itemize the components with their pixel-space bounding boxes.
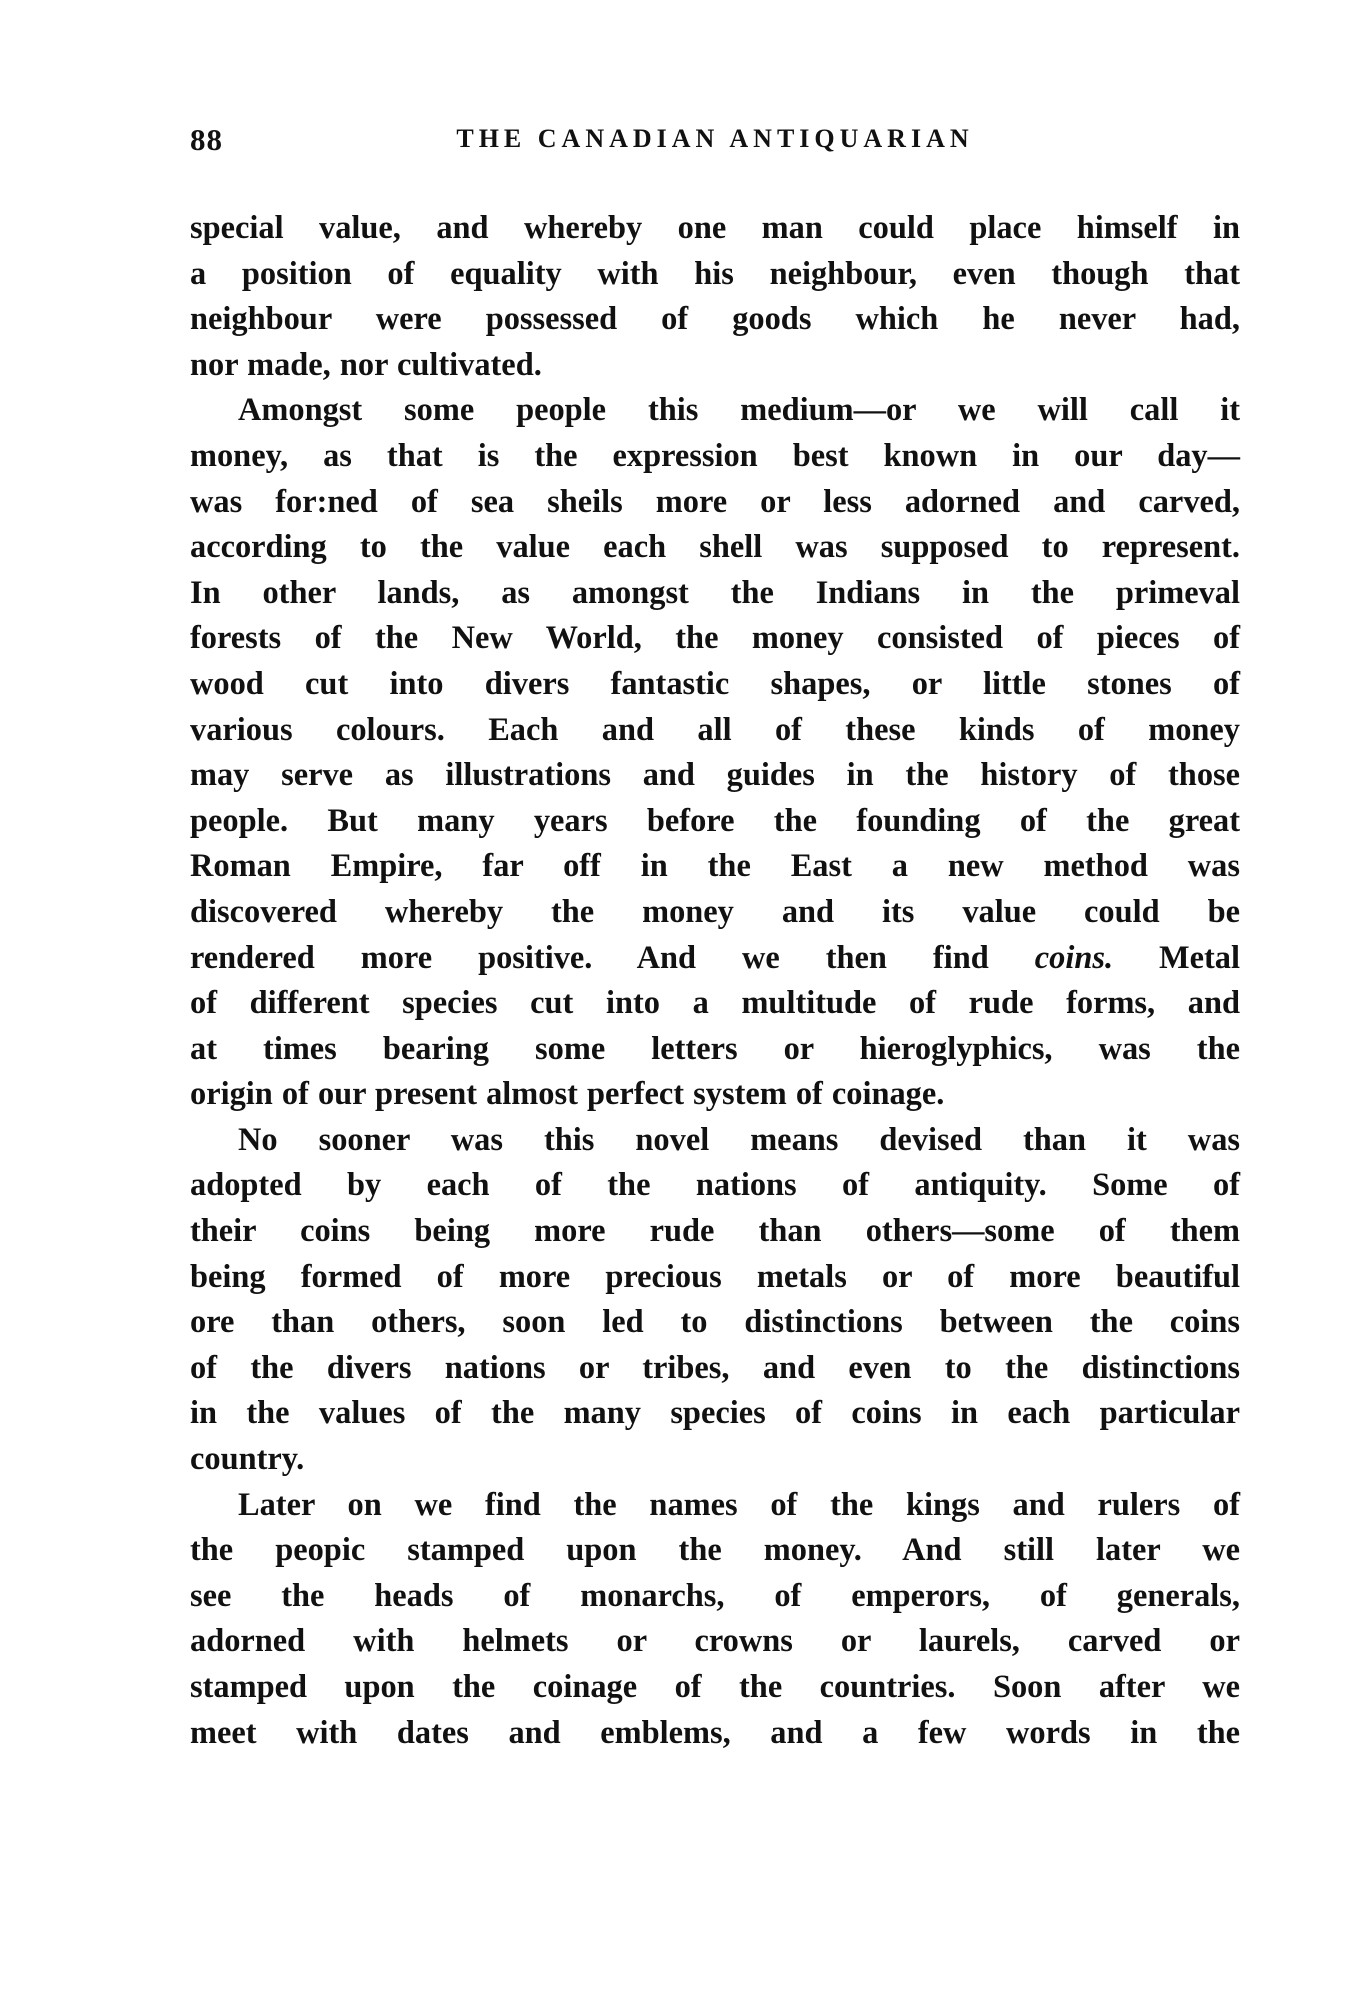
text-line: Amongst some people this medium—or we will call it: [238, 392, 1240, 429]
text-line: according to the value each shell was supposed to represent.: [190, 529, 1240, 566]
text-line: money, as that is the expression best known in our day—: [190, 437, 1240, 474]
text-line: forests of the New World, the money consisted of pieces of: [190, 620, 1240, 657]
text-line: In other lands, as amongst the Indians in the primeval: [190, 574, 1240, 611]
text-line: being formed of more precious metals or of more beautiful: [190, 1258, 1240, 1295]
text-line: may serve as illustrations and guides in the history of those: [190, 757, 1240, 794]
text-segment: rendered more positive. And we then find: [190, 939, 989, 976]
emphasized-word: coins.: [1034, 939, 1114, 976]
text-segment: Metal: [1159, 939, 1240, 976]
text-line: stamped upon the coinage of the countries. Soon after we: [190, 1669, 1240, 1705]
text-line: a position of equality with his neighbour, even though that: [190, 255, 1240, 292]
text-line: adopted by each of the nations of antiquity. Some of: [190, 1167, 1240, 1204]
text-line: at times bearing some letters or hieroglyphics, was the: [190, 1030, 1240, 1067]
body-text: [190, 206, 1240, 1756]
text-line: people. But many years before the founding of the great: [190, 802, 1240, 839]
text-line-with-emphasis: [190, 936, 1240, 982]
text-line: wood cut into divers fantastic shapes, or little stones of: [190, 665, 1240, 702]
page-number: 88: [190, 122, 223, 157]
text-line: their coins being more rude than others—some of them: [190, 1213, 1240, 1250]
text-line: origin of our present almost perfect system of coinage.: [190, 1076, 945, 1113]
text-line: meet with dates and emblems, and a few words in the: [190, 1714, 1240, 1751]
text-line: nor made, nor cultivated.: [190, 346, 542, 383]
text-line: was for:ned of sea sheils more or less adorned and carved,: [190, 483, 1240, 520]
text-line: country.: [190, 1441, 305, 1478]
text-line: Roman Empire, far off in the East a new method was: [190, 848, 1240, 885]
text-line: No sooner was this novel means devised than it was: [238, 1121, 1240, 1158]
text-line: discovered whereby the money and its value could be: [190, 893, 1240, 930]
text-line: see the heads of monarchs, of emperors, of generals,: [190, 1577, 1240, 1614]
text-line: various colours. Each and all of these kinds of money: [190, 711, 1240, 748]
text-line: of different species cut into a multitude of rude forms, and: [190, 985, 1240, 1022]
page-header: [190, 122, 1240, 162]
text-line: special value, and whereby one man could place himself in: [190, 210, 1240, 246]
text-line: the peopic stamped upon the money. And still later we: [190, 1532, 1240, 1569]
text-line: neighbour were possessed of goods which he never had,: [190, 301, 1240, 338]
text-line: in the values of the many species of coins in each particular: [190, 1395, 1240, 1432]
text-line: of the divers nations or tribes, and even to the distinctions: [190, 1349, 1240, 1386]
text-line: ore than others, soon led to distinctions between the coins: [190, 1304, 1240, 1341]
text-line: Later on we find the names of the kings and rulers of: [238, 1486, 1240, 1523]
text-line: adorned with helmets or crowns or laurels, carved or: [190, 1623, 1240, 1660]
running-head: THE CANADIAN ANTIQUARIAN: [456, 124, 974, 153]
